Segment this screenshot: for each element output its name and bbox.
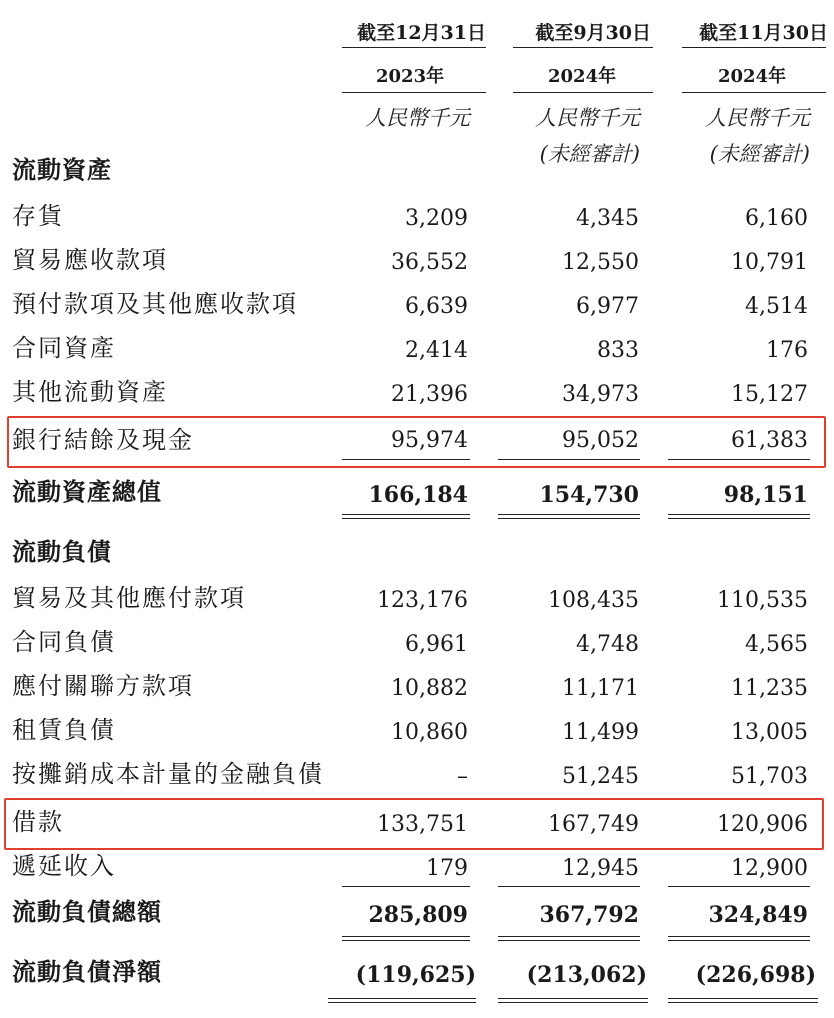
highlight-box xyxy=(7,416,826,468)
net-value: (119,625) xyxy=(355,962,476,988)
row-value: 36,552 xyxy=(391,250,468,275)
header-rule xyxy=(342,47,486,48)
total-label: 流動資產總值 xyxy=(12,477,162,506)
double-underline xyxy=(342,514,470,519)
row-value: 61,383 xyxy=(731,428,808,453)
row-value: 21,396 xyxy=(391,382,468,407)
row-label: 按攤銷成本計量的金融負債 xyxy=(12,760,324,788)
subtotal-rule xyxy=(498,459,640,460)
total-row xyxy=(0,892,834,936)
total-row xyxy=(0,472,834,516)
total-value: 154,730 xyxy=(539,482,639,508)
table-row xyxy=(0,240,834,284)
column-year: 2024年 xyxy=(718,66,787,87)
header-rule xyxy=(682,92,826,93)
row-value: 176 xyxy=(766,338,808,363)
row-label: 存貨 xyxy=(12,202,64,230)
column-period: 截至12月31日 xyxy=(357,22,486,44)
row-value: 4,345 xyxy=(576,206,639,231)
header-rule xyxy=(682,47,826,48)
column-note: (未經審計) xyxy=(709,142,810,166)
double-underline xyxy=(328,998,476,1003)
column-period: 截至9月30日 xyxy=(535,22,651,44)
row-label: 其他流動資產 xyxy=(12,378,168,406)
column-year: 2023年 xyxy=(376,66,445,87)
table-row xyxy=(0,372,834,416)
section-title: 流動資產 xyxy=(12,155,112,184)
row-label: 租賃負債 xyxy=(12,716,116,744)
section-title: 流動負債 xyxy=(12,537,112,566)
row-label: 合同資產 xyxy=(12,334,116,362)
double-underline xyxy=(668,514,810,519)
double-underline xyxy=(498,936,640,941)
row-value: 120,906 xyxy=(717,812,808,837)
column-currency: 人民幣千元 xyxy=(705,106,810,130)
row-label: 貿易及其他應付款項 xyxy=(12,584,246,612)
row-value: 11,171 xyxy=(562,676,639,701)
row-value: 12,550 xyxy=(562,250,639,275)
row-value: 6,961 xyxy=(405,632,468,657)
row-value: 51,703 xyxy=(731,764,808,789)
column-currency: 人民幣千元 xyxy=(535,106,640,130)
row-label: 預付款項及其他應收款項 xyxy=(12,290,298,318)
table-row xyxy=(0,328,834,372)
total-value: 166,184 xyxy=(368,482,468,508)
row-label: 銀行結餘及現金 xyxy=(12,426,194,454)
total-value: 285,809 xyxy=(368,902,468,928)
table-row xyxy=(0,622,834,666)
row-value: 10,882 xyxy=(391,676,468,701)
net-row xyxy=(0,952,834,996)
total-value: 98,151 xyxy=(723,482,808,508)
net-label: 流動負債淨額 xyxy=(12,957,162,986)
row-value: 133,751 xyxy=(377,812,468,837)
table-row xyxy=(0,710,834,754)
double-underline xyxy=(498,514,640,519)
section-heading xyxy=(0,150,834,194)
double-underline xyxy=(342,936,470,941)
row-value: 12,945 xyxy=(562,856,639,881)
double-underline xyxy=(498,998,648,1003)
column-period: 截至11月30日 xyxy=(699,22,828,44)
row-label: 遞延收入 xyxy=(12,852,116,880)
row-value: – xyxy=(457,764,468,789)
table-row xyxy=(0,196,834,240)
row-value: 95,052 xyxy=(562,428,639,453)
table-row xyxy=(0,284,834,328)
row-label: 應付關聯方款項 xyxy=(12,672,194,700)
row-value: 4,748 xyxy=(576,632,639,657)
row-value: 12,900 xyxy=(731,856,808,881)
row-value: 108,435 xyxy=(548,588,639,613)
subtotal-rule xyxy=(498,886,640,887)
row-value: 95,974 xyxy=(391,428,468,453)
subtotal-rule xyxy=(342,886,470,887)
row-value: 167,749 xyxy=(548,812,639,837)
table-row xyxy=(0,846,834,890)
total-value: 324,849 xyxy=(708,902,808,928)
row-value: 6,977 xyxy=(576,294,639,319)
row-value: 6,639 xyxy=(405,294,468,319)
row-value: 11,499 xyxy=(562,720,639,745)
row-value: 3,209 xyxy=(405,206,468,231)
row-label: 貿易應收款項 xyxy=(12,246,168,274)
subtotal-rule xyxy=(342,459,470,460)
net-value: (226,698) xyxy=(695,962,816,988)
row-value: 110,535 xyxy=(717,588,808,613)
row-value: 10,860 xyxy=(391,720,468,745)
row-label: 借款 xyxy=(12,808,64,836)
row-value: 4,514 xyxy=(745,294,808,319)
highlight-box xyxy=(4,798,824,850)
table-row xyxy=(0,754,834,798)
row-value: 2,414 xyxy=(405,338,468,363)
double-underline xyxy=(668,936,810,941)
section-heading xyxy=(0,532,834,576)
row-value: 123,176 xyxy=(377,588,468,613)
row-label: 合同負債 xyxy=(12,628,116,656)
column-currency: 人民幣千元 xyxy=(365,106,470,130)
table-row xyxy=(0,578,834,622)
row-value: 10,791 xyxy=(731,250,808,275)
row-value: 11,235 xyxy=(731,676,808,701)
double-underline xyxy=(668,998,818,1003)
total-value: 367,792 xyxy=(539,902,639,928)
row-value: 6,160 xyxy=(745,206,808,231)
header-rule xyxy=(513,47,653,48)
subtotal-rule xyxy=(668,886,810,887)
header-rule xyxy=(513,92,653,93)
column-year: 2024年 xyxy=(548,66,617,87)
row-value: 51,245 xyxy=(562,764,639,789)
row-value: 13,005 xyxy=(731,720,808,745)
total-label: 流動負債總額 xyxy=(12,897,162,926)
row-value: 4,565 xyxy=(745,632,808,657)
table-row xyxy=(0,666,834,710)
subtotal-rule xyxy=(668,459,810,460)
row-value: 833 xyxy=(597,338,639,363)
column-note: (未經審計) xyxy=(539,142,640,166)
row-value: 34,973 xyxy=(562,382,639,407)
row-value: 15,127 xyxy=(731,382,808,407)
row-value: 179 xyxy=(426,856,468,881)
header-rule xyxy=(342,92,486,93)
net-value: (213,062) xyxy=(526,962,647,988)
